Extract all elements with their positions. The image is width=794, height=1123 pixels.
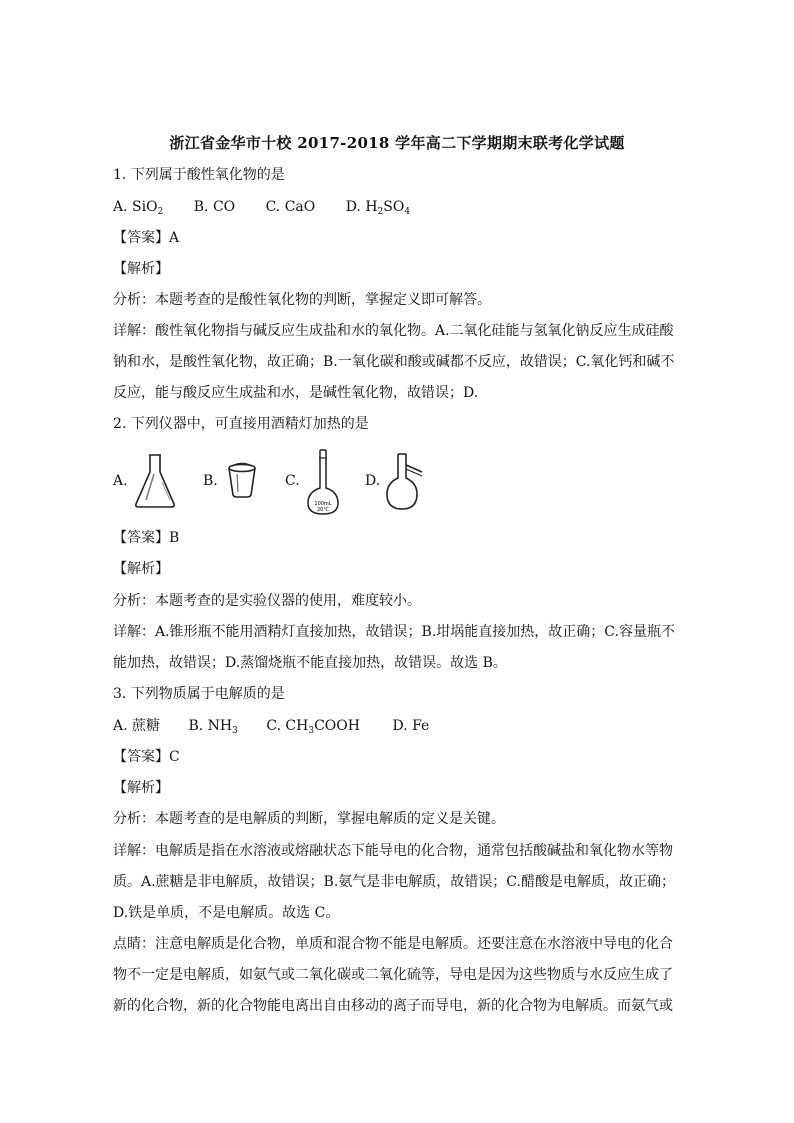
question-2-xiangjie-line-2: 能加热，故错误；D.蒸馏烧瓶不能直接加热，故错误。故选 B。: [113, 655, 507, 671]
question-2-stem: 2. 下列仪器中，可直接用酒精灯加热的是: [113, 416, 369, 432]
option-c-subscript: 3: [308, 726, 315, 736]
question-3-xiangjie-line-3: D.铁是单质，不是电解质。故选 C。: [113, 905, 340, 921]
option-d-subscript-2: 4: [404, 207, 411, 217]
question-1-answer: 【答案】A: [113, 230, 180, 246]
option-a-subscript: 2: [157, 207, 164, 217]
option-b-subscript: 3: [232, 726, 238, 736]
figure-label-c: C.: [285, 473, 300, 489]
option-c-text: C. CH: [266, 718, 309, 734]
figure-label-a: A.: [113, 473, 128, 489]
option-b-text: B. NH: [188, 718, 233, 734]
question-3-analysis-heading: 【解析】: [113, 780, 169, 796]
option-d: [346, 198, 410, 216]
question-3-dianjing-line-2: 物不一定是电解质，如氨气或二氧化碳或二氧化硫等，导电是因为这些物质与水反应生成了: [113, 967, 673, 983]
question-3-answer: 【答案】C: [113, 749, 180, 765]
distillation-flask-icon: [384, 452, 426, 512]
option-c: [266, 717, 360, 735]
option-c-text-2: COOH: [314, 718, 360, 734]
flask-temperature-text: 20℃: [317, 507, 329, 513]
figure-label-d: D.: [365, 473, 381, 489]
option-c: C. CaO: [265, 199, 316, 215]
option-a: A. 蔗糖: [113, 718, 161, 734]
question-2-analysis-heading: 【解析】: [113, 561, 169, 577]
question-3-options: [113, 717, 429, 735]
question-3-xiangjie-line-1: 详解：电解质是指在水溶液或熔融状态下能导电的化合物，通常包括酸碱盐和氧化物水等物: [113, 843, 673, 859]
question-1-xiangjie-line-1: 详解：酸性氧化物指与碱反应生成盐和水的氧化物。A.二氧化硅能与氢氧化钠反应生成硅酸: [113, 323, 674, 339]
volumetric-flask-icon: [306, 448, 340, 518]
question-3-xiangjie-line-2: 质。A.蔗糖是非电解质，故错误；B.氨气是非电解质，故错误；C.醋酸是电解质，故正确；: [113, 874, 675, 890]
question-3-dianjing-line-3: 新的化合物，新的化合物能电离出自由移动的离子而导电，新的化合物为电解质。而氨气或: [113, 998, 673, 1014]
question-3-stem: 3. 下列物质属于电解质的是: [113, 686, 285, 702]
page-title: 浙江省金华市十校 2017-2018 学年高二下学期期末联考化学试题: [169, 134, 625, 152]
question-2-answer: 【答案】B: [113, 530, 180, 546]
option-d: D. Fe: [392, 718, 430, 734]
question-1-fenxi: 分析：本题考查的是酸性氧化物的判断，掌握定义即可解答。: [113, 292, 491, 308]
question-1-xiangjie-line-2: 钠和水，是酸性氧化物，故正确；B.一氧化碳和酸或碱都不反应，故错误；C.氧化钙和碱不: [113, 354, 675, 370]
option-a: [113, 198, 163, 216]
option-b: B. CO: [193, 199, 236, 215]
question-3-dianjing-line-1: 点睛：注意电解质是化合物，单质和混合物不能是电解质。还要注意在水溶液中导电的化合: [113, 936, 673, 952]
option-d-text: D. H: [345, 199, 378, 215]
figure-label-b: B.: [203, 473, 218, 489]
question-2-xiangjie-line-1: 详解：A.锥形瓶不能用酒精灯直接加热，故错误；B.坩埚能直接加热，故正确；C.容量瓶不: [113, 624, 675, 640]
question-1-stem: 1. 下列属于酸性氧化物的是: [113, 167, 285, 183]
option-d-subscript-1: 2: [377, 207, 384, 217]
option-a-text: A. SiO: [113, 199, 158, 215]
question-1-xiangjie-line-3: 反应，能与酸反应生成盐和水，是碱性氧化物，故错误；D.: [113, 385, 479, 401]
conical-flask-icon: [132, 452, 178, 510]
question-3-fenxi: 分析：本题考查的是电解质的判断，掌握电解质的定义是关键。: [113, 811, 505, 827]
option-b: [188, 717, 237, 735]
question-1-analysis-heading: 【解析】: [113, 261, 169, 277]
question-2-fenxi: 分析：本题考查的是实验仪器的使用，难度较小。: [113, 593, 421, 609]
option-d-text-2: SO: [383, 199, 405, 215]
question-1-options: [113, 198, 410, 216]
crucible-icon: [226, 462, 258, 500]
flask-volume-text: 100mL: [314, 501, 332, 507]
